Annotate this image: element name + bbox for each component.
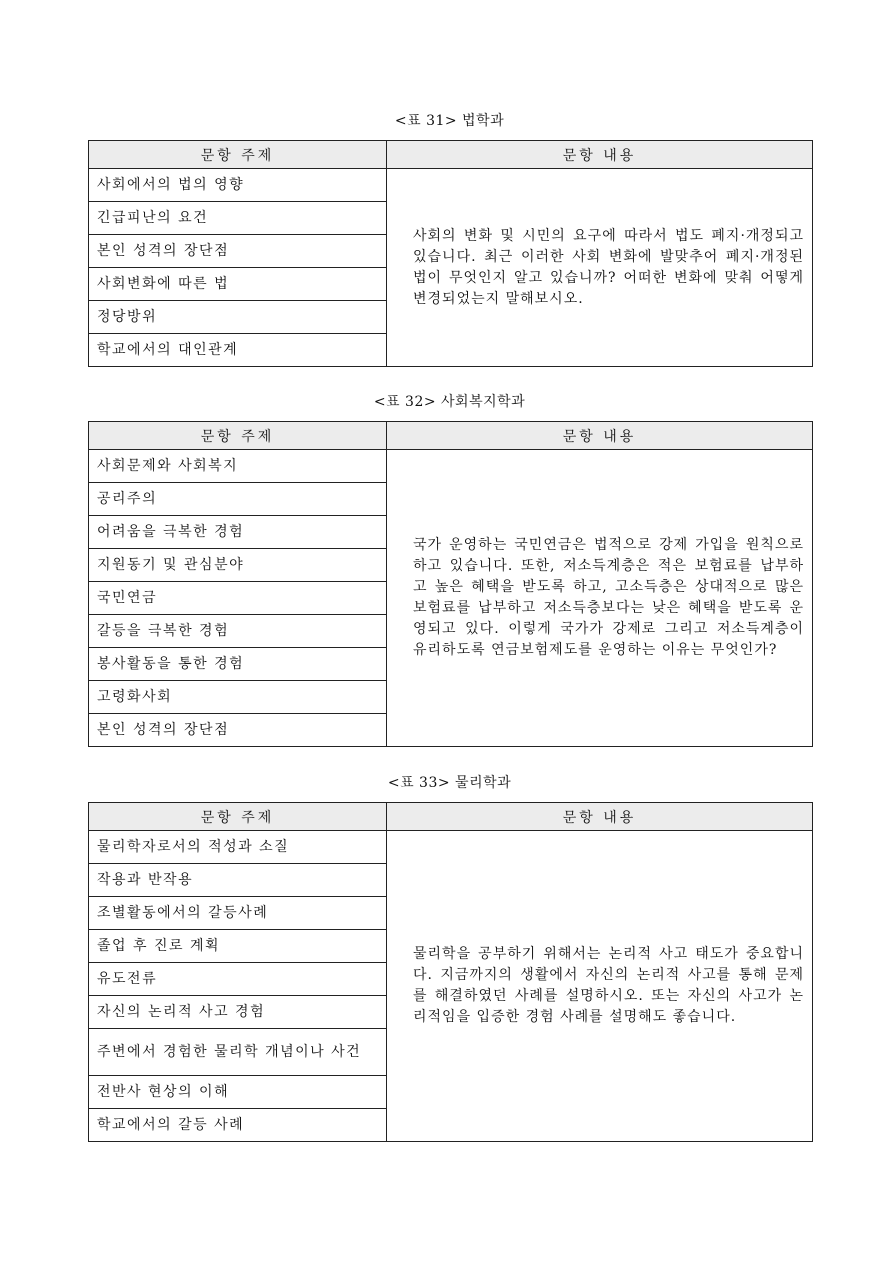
header-content: 문항 내용 [387, 422, 813, 450]
header-content: 문항 내용 [387, 803, 813, 831]
table-31 [88, 140, 813, 367]
topic-cell: 조별활동에서의 갈등사례 [89, 897, 387, 930]
topic-cell: 공리주의 [89, 483, 387, 516]
topic-cell: 지원동기 및 관심분야 [89, 549, 387, 582]
topic-cell: 정당방위 [89, 301, 387, 334]
topic-cell: 작용과 반작용 [89, 864, 387, 897]
topic-cell: 사회변화에 따른 법 [89, 268, 387, 301]
table-31-caption: <표 31> 법학과 [394, 113, 505, 129]
topic-cell: 본인 성격의 장단점 [89, 714, 387, 747]
topic-cell: 학교에서의 갈등 사례 [89, 1109, 387, 1142]
topic-cell: 사회문제와 사회복지 [89, 450, 387, 483]
table-33-caption: <표 33> 물리학과 [387, 775, 512, 791]
topic-cell: 전반사 현상의 이해 [89, 1076, 387, 1109]
topic-cell: 학교에서의 대인관계 [89, 334, 387, 367]
topic-cell: 본인 성격의 장단점 [89, 235, 387, 268]
header-topic: 문항 주제 [89, 803, 387, 831]
topic-cell: 물리학자로서의 적성과 소질 [89, 831, 387, 864]
table-33 [88, 802, 813, 1142]
topic-cell: 주변에서 경험한 물리학 개념이나 사건 [89, 1029, 387, 1076]
topic-cell: 봉사활동을 통한 경험 [89, 648, 387, 681]
topic-cell: 고령화사회 [89, 681, 387, 714]
question-content: 물리학을 공부하기 위해서는 논리적 사고 태도가 중요합니다. 지금까지의 생활에서 자신의 논리적 사고를 통해 문제를 해결하였던 사례를 설명하시오. 또는 자신의 사고가 논리적임을 입증한 경험 사례를 설명해도 좋습니다. [387, 831, 813, 1142]
header-content: 문항 내용 [387, 141, 813, 169]
table-32-caption: <표 32> 사회복지학과 [373, 394, 526, 410]
topic-cell: 유도전류 [89, 963, 387, 996]
header-topic: 문항 주제 [89, 422, 387, 450]
table-32 [88, 421, 813, 747]
topic-cell: 갈등을 극복한 경험 [89, 615, 387, 648]
topic-cell: 사회에서의 법의 영향 [89, 169, 387, 202]
topic-cell: 자신의 논리적 사고 경험 [89, 996, 387, 1029]
topic-cell: 긴급피난의 요건 [89, 202, 387, 235]
topic-cell: 어려움을 극복한 경험 [89, 516, 387, 549]
topic-cell: 졸업 후 진로 계획 [89, 930, 387, 963]
question-content: 국가 운영하는 국민연금은 법적으로 강제 가입을 원칙으로 하고 있습니다. 또한, 저소득계층은 적은 보험료를 납부하고 높은 혜택을 받도록 하고, 고소득층은 상대적으로 많은 보험료를 납부하고 저소득층보다는 낮은 혜택을 받도록 운영되고 있다. 이렇게 국가가 강제로 그리고 저소득계층이 유리하도록 연금보험제도를 운영하는 이유는 무엇인가? [387, 450, 813, 747]
topic-cell: 국민연금 [89, 582, 387, 615]
header-topic: 문항 주제 [89, 141, 387, 169]
question-content: 사회의 변화 및 시민의 요구에 따라서 법도 폐지·개정되고 있습니다. 최근 이러한 사회 변화에 발맞추어 폐지·개정된 법이 무엇인지 알고 있습니까? 어떠한 변화에 맞춰 어떻게 변경되었는지 말해보시오. [387, 169, 813, 367]
